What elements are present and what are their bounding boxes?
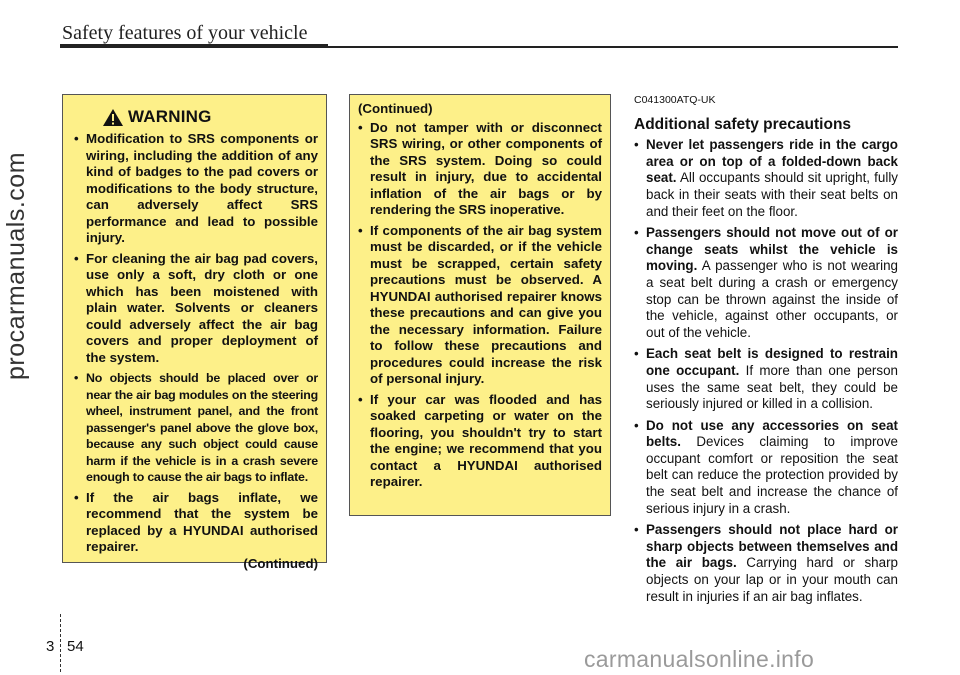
continued-box [349, 94, 611, 516]
list-item [634, 346, 898, 412]
item-lead: Do not use any accessories on seat belts. [646, 417, 898, 450]
bottom-watermark[interactable]: carmanualsonline.info [584, 646, 815, 672]
list-item: • For cleaning the air bag pad covers, use only a soft, dry cloth or one which has been moistened with plain water. Solvents or cleaners could adversely affect the air bag covers and proper deployment of the system. [74, 251, 318, 367]
list-item: • If components of the air bag system must be discarded, or if the vehicle must be scrapped, certain safety precautions must be observed. A HYUNDAI authorised repairer knows these precautions and can give you the necessary information. Failure to follow these precautions and procedures could increase the risk of personal injury. [358, 223, 602, 388]
continued-list [358, 120, 602, 491]
item-lead: Never let passengers ride in the cargo area or on top of a folded-down back seat. [646, 137, 898, 186]
warning-triangle-icon [102, 108, 124, 127]
item-body: If more than one person uses the same seat belt, they could be seriously injured or killed in a collision. [646, 362, 898, 412]
footer-divider [60, 614, 61, 672]
list-item [634, 225, 898, 341]
list-item: • If the air bags inflate, we recommend that the system be replaced by a HYUNDAI authorised repairer. [74, 490, 318, 556]
continued-label: (Continued) [358, 101, 433, 116]
item-lead: Passengers should not place hard or sharp objects between themselves and the air bags. [646, 522, 898, 571]
item-body: Devices claiming to improve occupant comfort or reposition the seat belt can reduce the protection provided by the seat belt and increase the chance of serious injury in a crash. [646, 434, 898, 516]
section-number: 3 [46, 638, 55, 655]
additional-precautions-section [634, 92, 898, 610]
section-title: Additional safety precautions [634, 115, 852, 133]
list-item: • Modification to SRS components or wiring, including the addition of any kind of badges to the pad covers or modifications to the body structure, can adversely affect SRS performance and lead to possible injury. [74, 131, 318, 247]
warning-title: WARNING [128, 106, 212, 126]
item-body: A passenger who is not wearing a seat belt during a crash or emergency stop can be thrown against the inside of the vehicle, against other occupants, or out of the vehicle. [646, 258, 898, 340]
section-code: C041300ATQ-UK [634, 94, 716, 106]
list-item: • If your car was flooded and has soaked carpeting or water on the flooring, you shouldn't try to start the engine; we recommend that you contact a HYUNDAI authorised repairer. [358, 392, 602, 491]
item-body: All occupants should sit upright, fully back in their seats with their seat belts on and their feet on the floor. [646, 170, 898, 219]
warning-box [62, 94, 327, 571]
item-lead: Passengers should not move out of or change seats whilst the vehicle is moving. [646, 225, 898, 274]
header-title: Safety features of your vehicle [62, 22, 308, 44]
header-rule [60, 46, 898, 48]
continued-label: (Continued) [243, 555, 318, 571]
list-item: • No objects should be placed over or near the air bag modules on the steering wheel, instrument panel, and the front passenger's panel above the glove box, because any such object could cause harm if the vehicle is in a crash severe enough to cause the air bags to inflate. [74, 370, 318, 486]
precautions-list [634, 137, 898, 605]
page-number: 54 [67, 638, 84, 655]
item-lead: Each seat belt is designed to restrain one occupant. [646, 346, 898, 378]
warning-header [102, 107, 318, 127]
list-item: • Do not tamper with or disconnect SRS wiring, or other components of the SRS system. Doing so could result in injury, due to accidental inflation of the air bags or by rendering the SRS inoperative. [358, 120, 602, 219]
list-item [634, 137, 898, 220]
item-body: Carrying hard or sharp objects on your lap or in your mouth can result in injuries if an air bag inflates. [646, 555, 898, 604]
side-watermark[interactable]: procarmanuals.com [2, 151, 30, 380]
list-item [634, 522, 898, 605]
list-item [634, 418, 898, 518]
warning-list [74, 131, 318, 556]
